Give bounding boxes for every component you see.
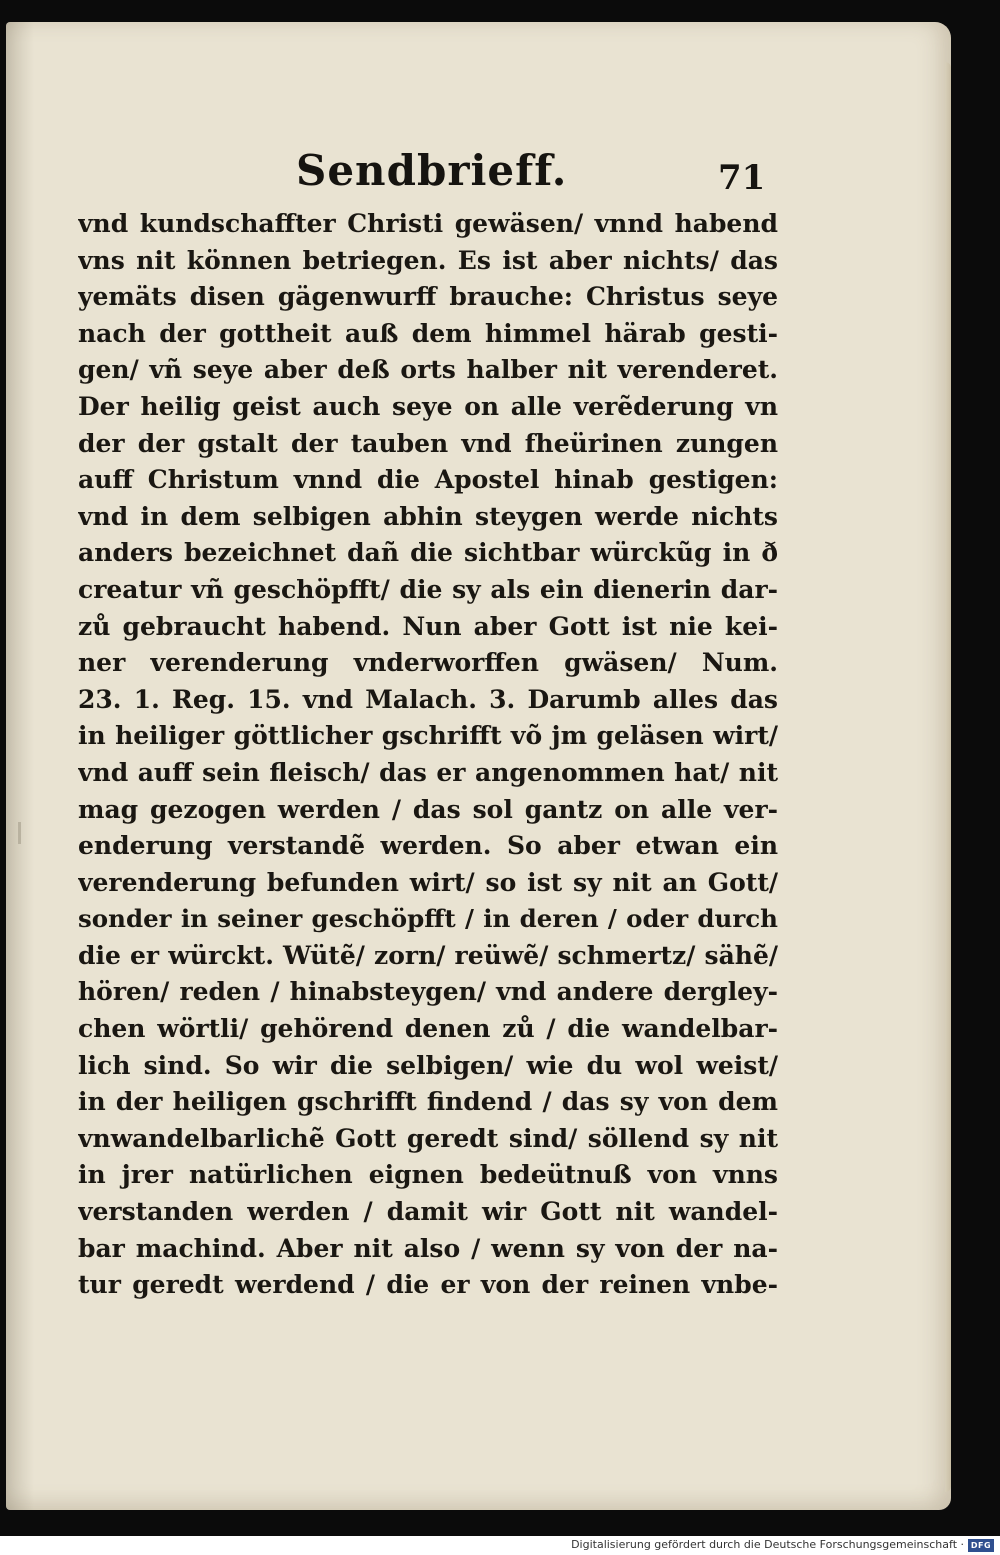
text-line: vnd auff sein fleisch/ das er angenommen hat/ nit (78, 757, 778, 787)
page-number: 71 (718, 158, 766, 198)
text-line: chen wörtli/ gehörend denen zů / die wandelbar- (78, 1014, 778, 1044)
book-page (6, 22, 951, 1510)
text-line: bar machind. Aber nit also / wenn sy von der na- (78, 1233, 778, 1263)
text-line: vnd in dem selbigen abhin steygen werde nichts (78, 501, 778, 531)
text-line: vnwandelbarlichẽ Gott geredt sind/ söllend sy nit (78, 1123, 778, 1153)
text-line: in der heiligen gschrifft findend / das sy von dem (78, 1087, 778, 1117)
text-line: verstanden werden / damit wir Gott nit wandel- (78, 1197, 778, 1227)
text-line: in heiliger göttlicher gschrifft võ jm geläsen wirt/ (78, 721, 778, 751)
text-line: tur geredt werdend / die er von der reinen vnbe- (78, 1270, 778, 1300)
text-line: vnd kundschaffter Christi gewäsen/ vnnd habend (78, 209, 778, 238)
text-line: 23. 1. Reg. 15. vnd Malach. 3. Darumb alles das (78, 684, 778, 714)
running-title: Sendbrieff. (296, 146, 568, 195)
text-line: lich sind. So wir die selbigen/ wie du wol weist/ (78, 1050, 778, 1080)
text-line: hören/ reden / hinabsteygen/ vnd andere dergley- (78, 977, 778, 1007)
text-line: nach der gottheit auß dem himmel härab gesti- (78, 318, 778, 348)
text-line: vns nit können betriegen. Es ist aber nichts/ das (78, 245, 778, 275)
text-line: in jrer natürlichen eignen bedeütnuß von vnns (78, 1160, 778, 1190)
text-line: auff Christum vnnd die Apostel hinab gestigen: (78, 465, 778, 495)
text-line: mag gezogen werden / das sol gantz on alle ver- (78, 794, 778, 824)
dfg-logo: DFG (968, 1539, 994, 1552)
margin-mark (18, 822, 21, 844)
page-header (6, 130, 951, 200)
page-edge (945, 62, 951, 1492)
text-line: yemäts disen gägenwurff brauche: Christus seye (78, 282, 778, 312)
footer-bar (0, 1536, 1000, 1555)
text-line: ner verenderung vnderworffen gwäsen/ Num. (78, 648, 778, 678)
text-line: sonder in seiner geschöpfft / in deren / oder durch (78, 904, 778, 934)
text-line: verenderung befunden wirt/ so ist sy nit an Gott/ (78, 867, 778, 897)
text-line: die er würckt. Wütẽ/ zorn/ reüwẽ/ schmertz/ sähẽ/ (78, 940, 778, 970)
text-line: anders bezeichnet dañ die sichtbar würckũg in ð (78, 538, 778, 568)
spine-shadow (6, 22, 34, 1510)
text-line: zů gebraucht habend. Nun aber Gott ist nie kei- (78, 611, 778, 641)
text-line: Der heilig geist auch seye on alle verẽderung vn (78, 391, 778, 421)
funding-credit: Digitalisierung gefördert durch die Deutsche Forschungsgemeinschaft · (571, 1538, 964, 1551)
text-line: gen/ vñ seye aber deß orts halber nit verenderet. (78, 355, 778, 385)
body-text (78, 206, 778, 1304)
text-line: der der gstalt der tauben vnd fheürinen zungen (78, 428, 778, 458)
text-line: creatur vñ geschöpfft/ die sy als ein dienerin dar- (78, 574, 778, 604)
text-line: enderung verstandẽ werden. So aber etwan ein (78, 831, 778, 861)
